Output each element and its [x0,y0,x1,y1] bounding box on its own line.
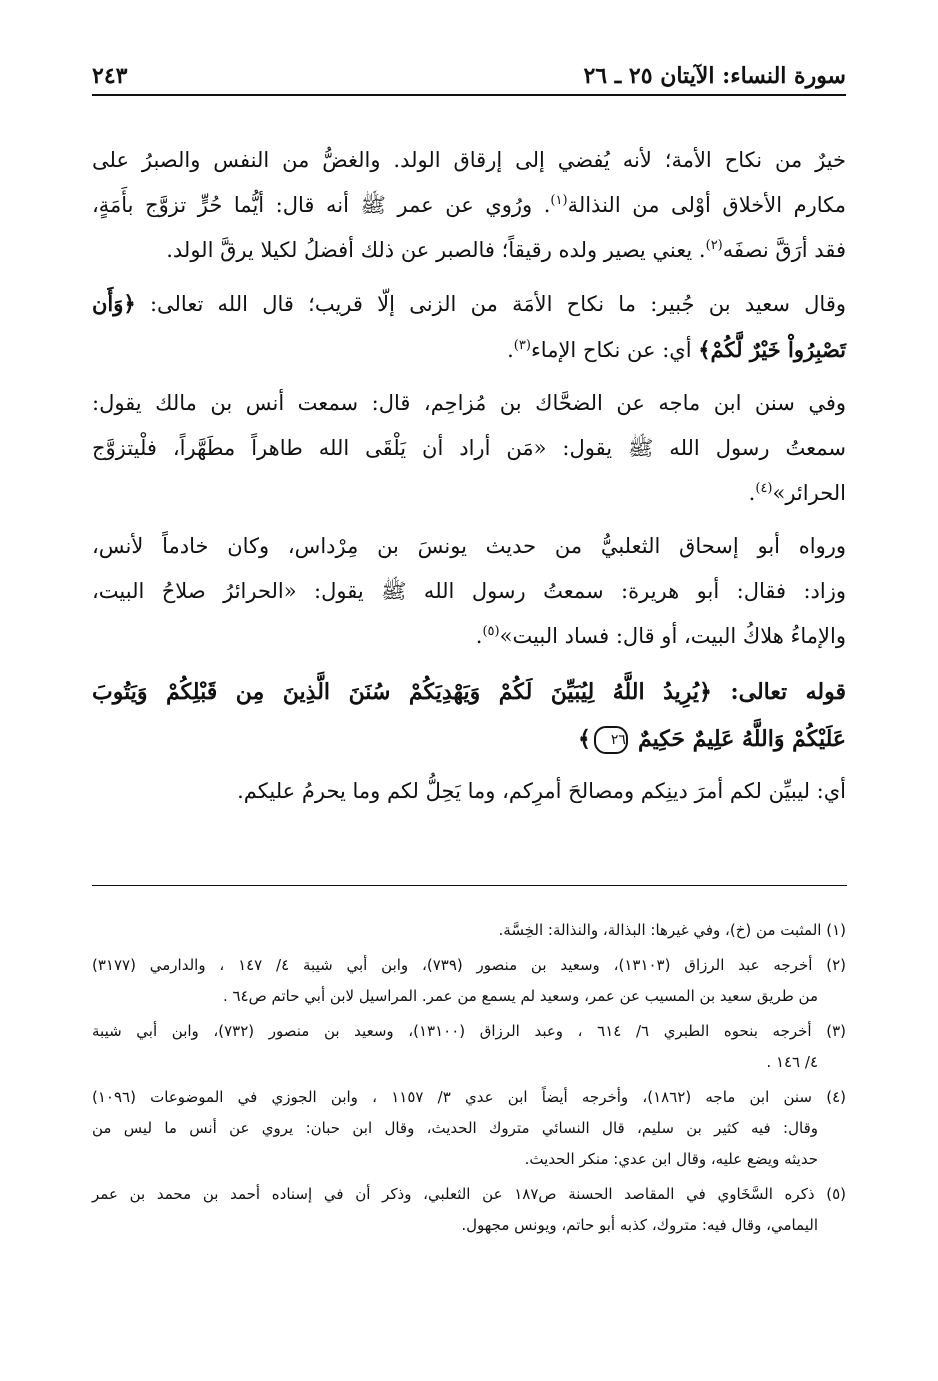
footnote-2 [92,950,846,1012]
footnote-5 [92,1179,846,1241]
text-line [92,716,846,763]
text-line: أي: ليبيِّن لكم أمرَ دينِكم ومصالحَ أمرِكم، وما يَحِلُّ لكم وما يحرمُ عليكم. [237,779,846,803]
footnote-line: اليمامي، وقال فيه: متروك، كذبه أبو حاتم، ويونس مجهول. [461,1216,818,1234]
text-run: . [475,624,483,648]
quran-passage [92,669,846,763]
text-line: خيرٌ من نكاح الأمة؛ لأنه يُفضي إلى إرقاق الولد. والغضُّ من النفس والصبرُ على [92,148,846,172]
page-number: ٢٤٣ [92,63,128,89]
page-header [92,60,846,100]
paragraph-1 [92,138,846,273]
text-line [92,471,846,516]
footnote-line: (٣) أخرجه بنحوه الطبري ٦/ ٦١٤ ، وعبد الرزاق (١٣١٠٠)، وسعيد بن منصور (٧٣٢)، وابن أبي شيبة [92,1022,846,1040]
footnote-ref-4[interactable]: (٤) [755,481,773,496]
text-line: وزاد: فقال: أبو هريرة: سمعتُ رسول الله ﷺ يقول: «الحرائرُ صلاحُ البيت، [92,579,846,603]
header-rule [92,94,846,96]
text-run: وقال سعيد بن جُبير: ما نكاح الأمَة من الزنى إلّا قريب؛ قال الله تعالى: [135,292,846,316]
footnote-3 [92,1016,846,1078]
footnote-ref-1[interactable]: (١) [550,193,568,208]
paragraph-4 [92,524,846,659]
text-run: . يعني يصير ولده رقيقاً؛ فالصبر عن ذلك أفضلُ لكيلا يرقَّ الولد. [166,238,706,262]
text-line [92,183,846,228]
paragraph-3 [92,381,846,516]
text-run: . [748,481,756,505]
text-run: مكارم الأخلاق أوْلى من النذالة [567,193,846,217]
footnote-ref-3[interactable]: (٣) [513,338,531,353]
footnote-line: (٥) ذكره السَّخَاوي في المقاصد الحسنة ص١٨٧ عن الثعلبي، وذكر أن في إسناده أحمد بن محمد بن عمر [92,1185,846,1203]
text-line: ورواه أبو إسحاق الثعلبيُّ من حديث يونسَ بن مِرْداس، وكان خادماً لأنس، [92,534,846,558]
quran-verse: عَلَيْكُمْ وَاللَّهُ عَلِيمٌ حَكِيمٌ [637,726,846,752]
text-run: الحرائر» [772,481,846,505]
text-line [92,327,846,373]
text-run: فقد أرَقَّ نصفَه [722,238,846,262]
running-title: سورة النساء: الآيتان ٢٥ ـ ٢٦ [583,63,846,89]
main-text [92,138,846,822]
footnote-ref-5[interactable]: (٥) [482,624,500,639]
footnote-separator [92,885,847,886]
footnote-4 [92,1082,846,1175]
footnotes [92,915,846,1245]
footnote-line: (٢) أخرجه عبد الرزاق (١٣١٠٣)، وسعيد بن منصور (٧٣٩)، وابن أبي شيبة ٤/ ١٤٧ ، والدارمي (٣١٧٧) [92,956,846,974]
text-run: . ورُوي عن عمر ﷺ أنه قال: أيُّما حُرٍّ تزوَّج بأَمَةٍ، [92,193,551,217]
footnote-line: من طريق سعيد بن المسيب عن عمر، وسعيد لم يسمع من عمر. المراسيل لابن أبي حاتم ص٦٤ . [222,987,818,1005]
footnote-ref-2[interactable]: (٢) [705,238,723,253]
text-line [92,669,846,716]
text-line: سمعتُ رسول الله ﷺ يقول: «مَن أراد أن يَلْقَى الله طاهراً مطَهَّراً، فلْيتزوَّج [92,436,846,460]
footnote-line: (٤) سنن ابن ماجه (١٨٦٢)، وأخرجه أيضاً ابن عدي ٣/ ١١٥٧ ، وابن الجوزي في الموضوعات (١٠٩٦) [92,1088,846,1106]
footnote-line: ٤/ ١٤٦ . [766,1053,818,1071]
text-line: وفي سنن ابن ماجه عن الضحَّاك بن مُزاحِم، قال: سمعت أنس بن مالك يقول: [92,391,846,415]
quran-verse: تَصْبِرُواْ خَيْرٌ لَّكُمْ﴾ [698,337,846,362]
text-run: . [507,338,514,362]
ayah-number-icon: ٢٦ [594,726,628,754]
text-run: والإماءُ هلاكُ البيت، أو قال: فساد البيت» [499,624,846,648]
text-run: أي: عن نكاح الإماء [530,338,699,362]
verse-intro: قوله تعالى: [711,679,846,705]
text-line [92,281,846,327]
verse-close: ﴾ [578,726,591,752]
text-line [92,228,846,273]
text-line [92,614,846,659]
footnote-1 [92,915,846,946]
paragraph-2 [92,281,846,373]
footnote-line: وقال: فيه كثير بن سليم، قال النسائي متروك الحديث، وقال ابن حبان: يروي عن أنس ما ليس من [92,1119,818,1137]
quran-verse: ﴿وَأَن [92,291,136,316]
paragraph-5 [92,769,846,814]
quran-verse: ﴿يُرِيدُ اللَّهُ لِيُبَيِّنَ لَكُمْ وَيَهْدِيَكُمْ سُنَنَ الَّذِينَ مِن قَبْلِكُمْ وَيَتُوبَ [92,679,712,705]
footnote-line: (١) المثبت من (خ)، وفي غيرها: البذالة، والنذالة: الخِسَّة. [498,921,846,939]
footnote-line: حديثه ويضع عليه، وقال ابن عدي: منكر الحديث. [524,1150,818,1168]
